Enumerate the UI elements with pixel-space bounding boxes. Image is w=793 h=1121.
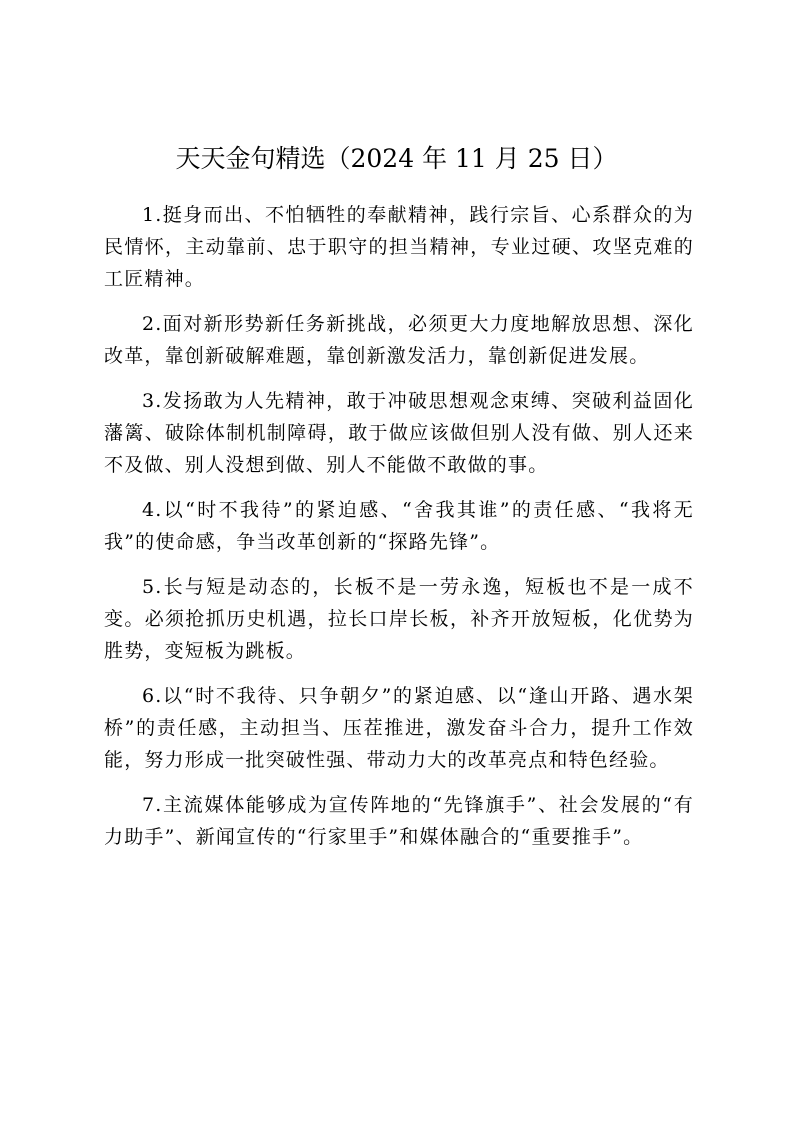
quote-list — [104, 199, 694, 866]
quote-paragraph-5: 5.长与短是动态的，长板不是一劳永逸，短板也不是一成不变。必须抢抓历史机遇，拉长口岸长板，补齐开放短板，化优势为胜势，变短板为跳板。 — [104, 576, 694, 662]
quote-paragraph-6: 6.以“时不我待、只争朝夕”的紧迫感、以“逢山开路、遇水架桥”的责任感，主动担当、压茬推进，激发奋斗合力，提升工作效能，努力形成一批突破性强、带动力大的改革亮点和特色经验。 — [104, 685, 694, 771]
quote-paragraph-4: 4.以“时不我待”的紧迫感、“舍我其谁”的责任感、“我将无我”的使命感，争当改革创新的“探路先锋”。 — [104, 499, 694, 553]
quote-paragraph-7: 7.主流媒体能够成为宣传阵地的“先锋旗手”、社会发展的“有力助手”、新闻宣传的“行家里手”和媒体融合的“重要推手”。 — [104, 794, 694, 848]
page-title: 天天金句精选（2024 年 11 月 25 日） — [175, 144, 618, 173]
quote-paragraph-3: 3.发扬敢为人先精神，敢于冲破思想观念束缚、突破利益固化藩篱、破除体制机制障碍，敢于做应该做但别人没有做、别人还来不及做、别人没想到做、别人不能做不敢做的事。 — [104, 390, 694, 476]
quote-paragraph-2: 2.面对新形势新任务新挑战，必须更大力度地解放思想、深化改革，靠创新破解难题，靠创新激发活力，靠创新促进发展。 — [104, 313, 694, 367]
quote-paragraph-1: 1.挺身而出、不怕牺牲的奉献精神，践行宗旨、心系群众的为民情怀，主动靠前、忠于职守的担当精神，专业过硬、攻坚克难的工匠精神。 — [104, 204, 694, 290]
